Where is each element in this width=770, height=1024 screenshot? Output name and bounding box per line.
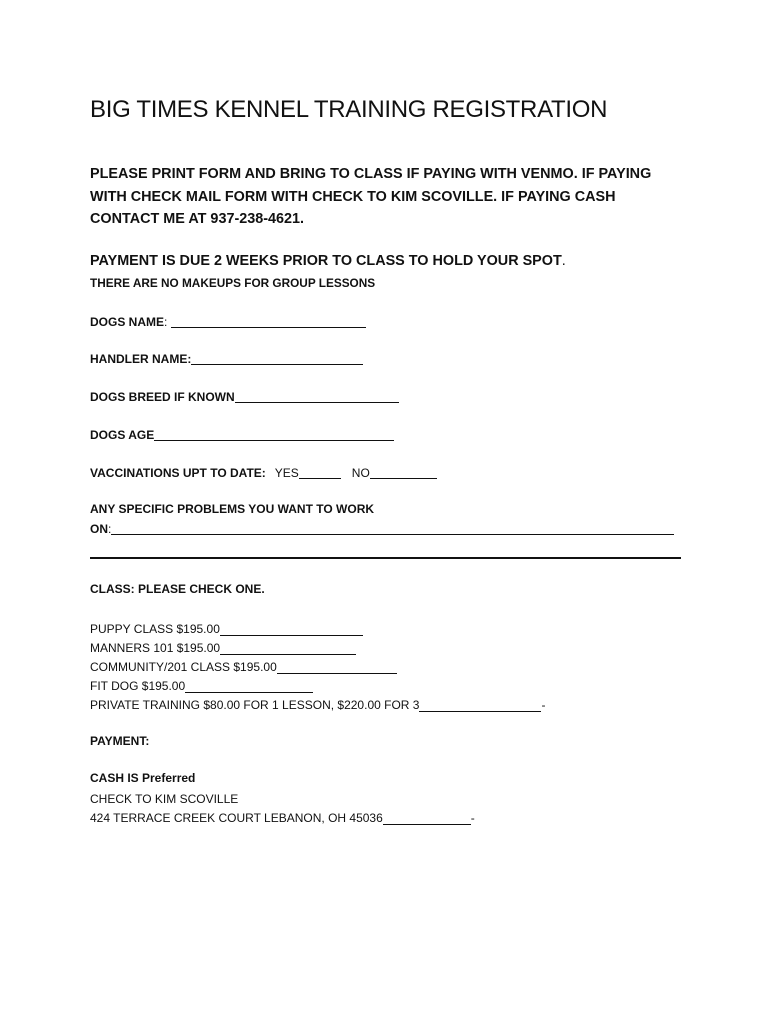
instructions-line-1: PLEASE PRINT FORM AND BRING TO CLASS IF PAYING WITH VENMO. IF PAYING [90,166,652,182]
dogs-breed-row [90,389,399,404]
specific-problems-field[interactable] [111,521,674,535]
check-payable-text: CHECK TO KIM SCOVILLE [90,792,239,806]
class-option-private [90,696,545,715]
handler-name-label: HANDLER NAME: [90,352,192,366]
puppy-class-check-field[interactable] [220,623,363,636]
dogs-age-field[interactable] [154,427,394,441]
mailing-address-row [90,809,475,828]
class-option-community [90,658,545,677]
private-training-check-field[interactable] [419,699,541,712]
handler-name-field[interactable] [191,351,363,365]
vaccinations-yes-label: YES [274,466,299,480]
dogs-age-row [90,427,394,442]
payment-due-text: PAYMENT IS DUE 2 WEEKS PRIOR TO CLASS TO HOLD YOUR SPOT [90,253,562,269]
handler-name-row [90,351,363,366]
dogs-age-label: DOGS AGE [90,428,155,442]
mailing-address-text: 424 TERRACE CREEK COURT LEBANON, OH 45036 [90,811,383,825]
class-option-label: FIT DOG $195.00 [90,679,186,693]
section-divider [90,557,681,559]
instructions-line-3: CONTACT ME AT 937-238-4621. [90,211,305,227]
check-payable-row [90,790,475,809]
form-title: BIG TIMES KENNEL TRAINING REGISTRATION [90,96,608,123]
class-option-label: PUPPY CLASS $195.00 [90,622,220,636]
dogs-name-label: DOGS NAME [90,315,165,329]
specific-problems-label: ANY SPECIFIC PROBLEMS YOU WANT TO WORK [90,502,375,516]
vaccinations-no-field[interactable] [370,465,437,479]
payment-section-label: PAYMENT: [90,734,150,748]
dogs-breed-label: DOGS BREED IF KNOWN [90,390,235,404]
dogs-name-row [90,314,366,329]
specific-problems-row [90,521,674,536]
no-makeups-notice: THERE ARE NO MAKEUPS FOR GROUP LESSONS [90,276,376,290]
class-option-fit-dog [90,677,545,696]
fit-dog-class-check-field[interactable] [185,680,313,693]
instructions-line-2: WITH CHECK MAIL FORM WITH CHECK TO KIM SCOVILLE. IF PAYING CASH [90,188,616,205]
private-training-dash: - [541,698,546,712]
manners-class-check-field[interactable] [220,642,356,655]
mailing-address-field[interactable] [383,812,471,825]
class-options-list [90,620,545,715]
class-option-label: COMMUNITY/201 CLASS $195.00 [90,660,277,674]
vaccinations-label: VACCINATIONS UPT TO DATE: [90,466,266,480]
class-option-label: MANNERS 101 $195.00 [90,641,221,655]
dogs-name-field[interactable] [171,314,366,328]
specific-problems-colon: : [108,522,112,536]
dogs-name-colon: : [164,315,171,329]
vaccinations-no-label: NO [351,466,370,480]
vaccinations-row [90,465,437,480]
class-section-label: CLASS: PLEASE CHECK ONE. [90,582,265,596]
class-option-puppy [90,620,545,639]
dogs-breed-field[interactable] [235,389,399,403]
mailing-address-dash: - [470,811,475,825]
payment-due-notice [90,253,566,269]
community-class-check-field[interactable] [277,661,397,674]
payment-instructions [90,163,690,231]
class-option-label: PRIVATE TRAINING $80.00 FOR 1 LESSON, $220.00 FOR 3 [90,698,420,712]
cash-preferred-label: CASH IS Preferred [90,771,196,785]
specific-problems-label-on: ON [90,522,108,536]
class-option-manners [90,639,545,658]
vaccinations-yes-field[interactable] [299,465,341,479]
payment-due-period: . [561,253,566,269]
check-payment-info [90,790,475,828]
